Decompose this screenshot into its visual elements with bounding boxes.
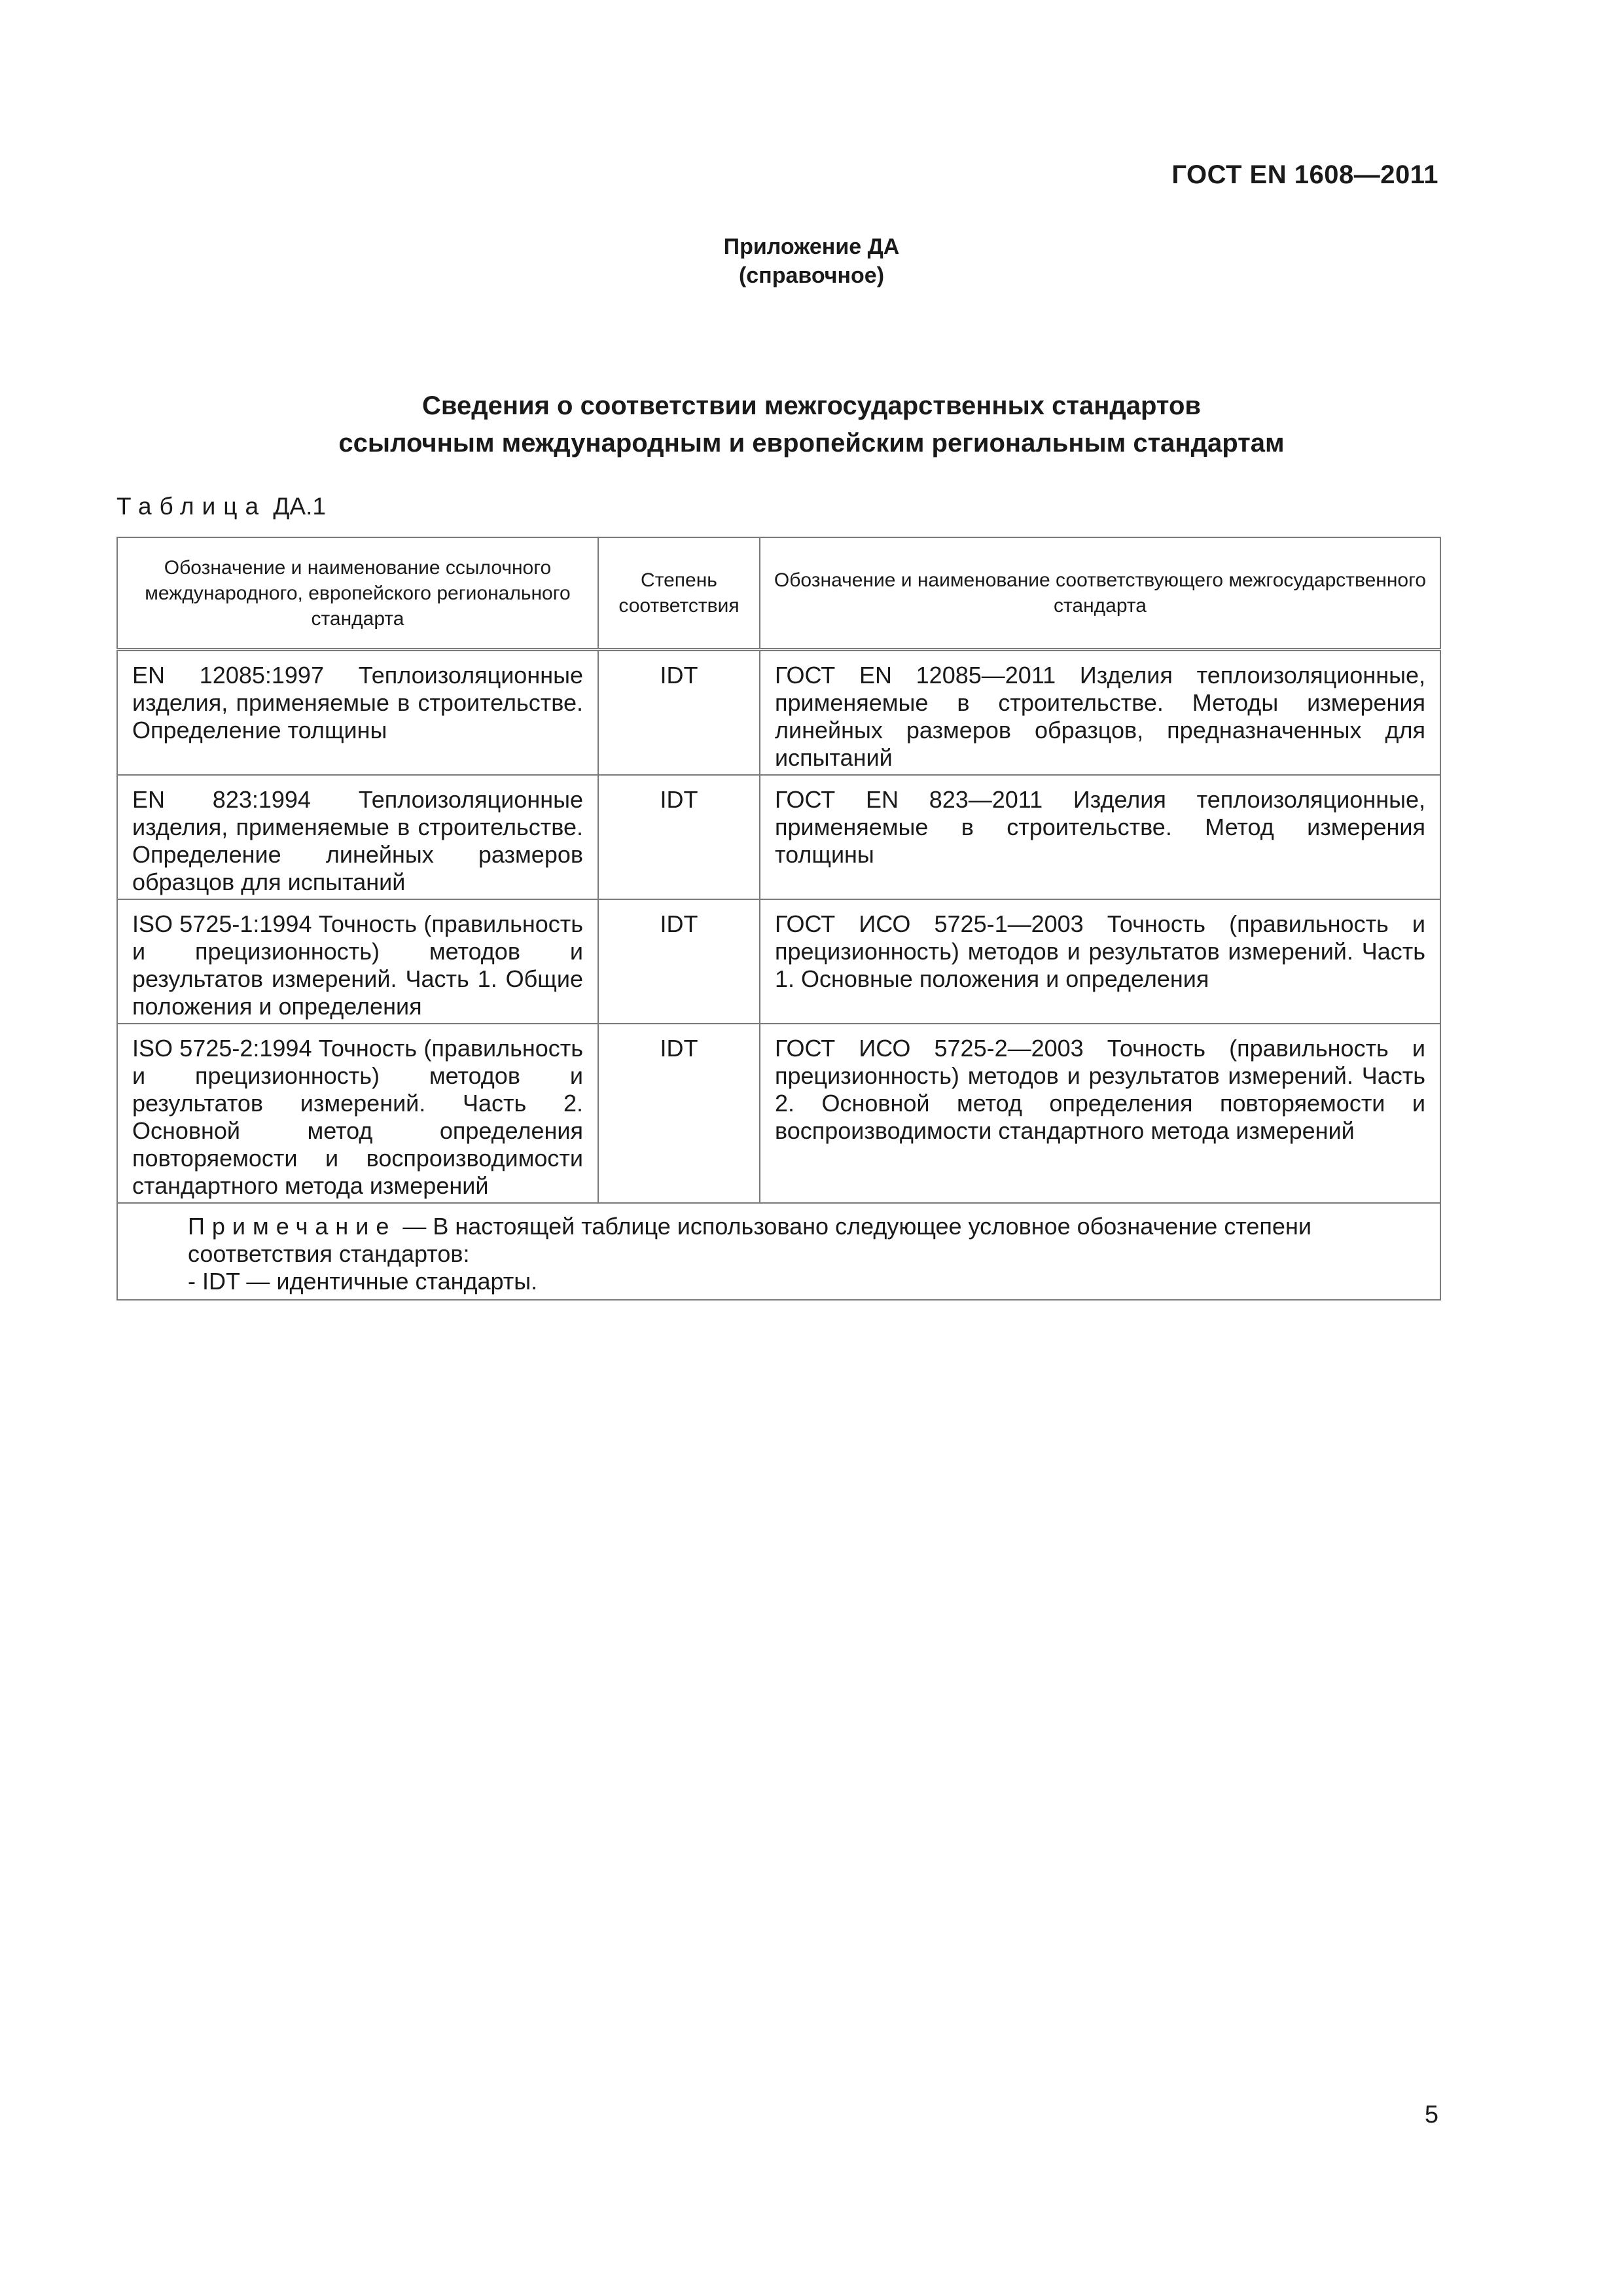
heading-line-2: ссылочным международным и европейским региональным стандартам [338, 429, 1285, 457]
appendix-title: Приложение ДА [723, 234, 900, 259]
reference-cell: ISO 5725-2:1994 Точность (правильность и прецизионность) методов и результатов измерений. Часть 2. Основной метод определения повторяемости и воспроизводимости стандартного метода измерений [117, 1024, 598, 1203]
header-reference-standard: Обозначение и наименование ссылочного международного, европейского регионального стандарта [117, 537, 598, 650]
degree-cell: IDT [598, 1024, 760, 1203]
reference-cell: EN 12085:1997 Теплоизоляционные изделия, применяемые в строительстве. Определение толщины [117, 650, 598, 776]
degree-cell: IDT [598, 899, 760, 1024]
interstate-cell: ГОСТ ИСО 5725-2—2003 Точность (правильность и прецизионность) методов и результатов измерений. Часть 2. Основной метод определения повторяемости и воспроизводимости стандартного метода измерений [760, 1024, 1440, 1203]
table-caption [116, 493, 326, 520]
appendix-subtitle: (справочное) [738, 263, 885, 288]
degree-cell: IDT [598, 775, 760, 899]
header-interstate-standard: Обозначение и наименование соответствующего межгосударственного стандарта [760, 537, 1440, 650]
note-item: - IDT — идентичные стандарты. [188, 1268, 538, 1295]
standards-table [116, 537, 1441, 1300]
table-row [117, 775, 1440, 899]
table-note-row [117, 1203, 1440, 1300]
document-code: ГОСТ EN 1608—2011 [1171, 160, 1438, 189]
reference-cell: ISO 5725-1:1994 Точность (правильность и прецизионность) методов и результатов измерений. Часть 1. Общие положения и определения [117, 899, 598, 1024]
heading-line-1: Сведения о соответствии межгосударственных стандартов [422, 391, 1201, 420]
appendix-block [0, 232, 1623, 290]
note-text: — В настоящей таблице использовано следующее условное обозначение степени соответствия стандартов: [188, 1213, 1311, 1267]
interstate-cell: ГОСТ ИСО 5725-1—2003 Точность (правильность и прецизионность) методов и результатов измерений. Часть 1. Основные положения и определения [760, 899, 1440, 1024]
table-row [117, 899, 1440, 1024]
reference-cell: EN 823:1994 Теплоизоляционные изделия, применяемые в строительстве. Определение линейных размеров образцов для испытаний [117, 775, 598, 899]
interstate-cell: ГОСТ EN 12085—2011 Изделия теплоизоляционные, применяемые в строительстве. Методы измерения линейных размеров образцов, предназначенных для испытаний [760, 650, 1440, 776]
header-degree: Степень соответствия [598, 537, 760, 650]
interstate-cell: ГОСТ EN 823—2011 Изделия теплоизоляционные, применяемые в строительстве. Метод измерения толщины [760, 775, 1440, 899]
section-heading [0, 387, 1623, 462]
table-caption-prefix: Таблица [116, 493, 267, 520]
degree-cell: IDT [598, 650, 760, 776]
table-header-row [117, 537, 1440, 650]
table-row [117, 650, 1440, 776]
page-number: 5 [1424, 2101, 1438, 2128]
note-label: Примечание [188, 1213, 397, 1240]
table-row [117, 1024, 1440, 1203]
table-caption-number: ДА.1 [273, 493, 326, 520]
table-note [117, 1203, 1440, 1300]
